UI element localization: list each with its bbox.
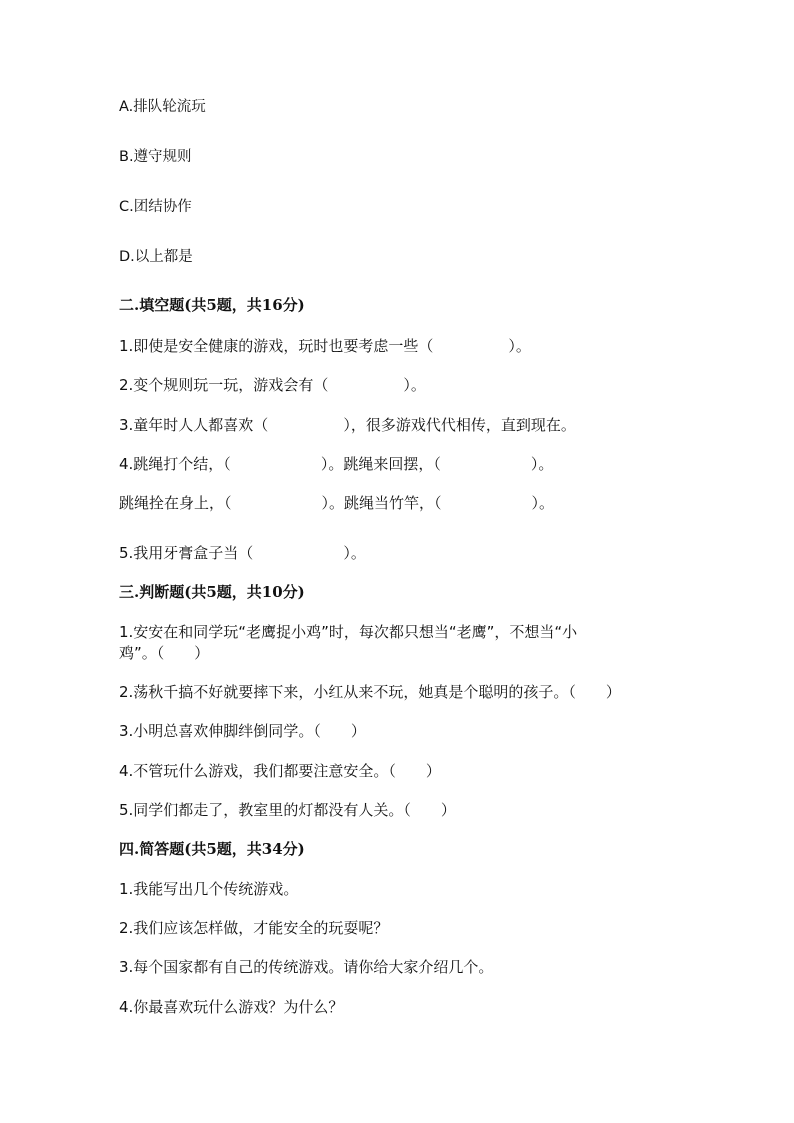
judgment-question-1-line-2: 鸡”。（ ）: [119, 644, 210, 662]
option-c: C.团结协作: [119, 199, 192, 215]
fill-blank-question-1: 1.即使是安全健康的游戏，玩时也要考虑一些（ ）。: [119, 337, 531, 355]
section-title-short-answer: 四.简答题(共5题，共34分): [119, 840, 305, 858]
short-answer-question-1: 1.我能写出几个传统游戏。: [119, 880, 299, 898]
section-title-judgment: 三.判断题(共5题，共10分): [119, 583, 305, 601]
fill-blank-question-3: 3.童年时人人都喜欢（ ），很多游戏代代相传，直到现在。: [119, 416, 576, 434]
judgment-question-3: 3.小明总喜欢伸脚绊倒同学。（ ）: [119, 722, 366, 740]
option-a: A.排队轮流玩: [119, 99, 206, 115]
judgment-question-1-line-1: 1.安安在和同学玩“老鹰捉小鸡”时，每次都只想当“老鹰”，不想当“小: [119, 623, 578, 641]
judgment-question-5: 5.同学们都走了，教室里的灯都没有人关。（ ）: [119, 801, 456, 819]
fill-blank-question-4-line-2: 跳绳拴在身上，（ ）。跳绳当竹竿，（ ）。: [119, 494, 555, 512]
option-b: B.遵守规则: [119, 149, 192, 165]
short-answer-question-2: 2.我们应该怎样做，才能安全的玩耍呢？: [119, 919, 389, 937]
judgment-question-4: 4.不管玩什么游戏，我们都要注意安全。（ ）: [119, 762, 441, 780]
judgment-question-2: 2.荡秋千搞不好就要摔下来，小红从来不玩，她真是个聪明的孩子。（ ）: [119, 683, 621, 701]
fill-blank-question-4-line-1: 4.跳绳打个结，（ ）。跳绳来回摆，（ ）。: [119, 455, 554, 473]
fill-blank-question-5: 5.我用牙膏盒子当（ ）。: [119, 544, 366, 562]
short-answer-question-4: 4.你最喜欢玩什么游戏？为什么？: [119, 998, 344, 1016]
option-d: D.以上都是: [119, 249, 193, 265]
section-title-fill-blank: 二.填空题(共5题，共16分): [119, 296, 305, 314]
short-answer-question-3: 3.每个国家都有自己的传统游戏。请你给大家介绍几个。: [119, 958, 494, 976]
fill-blank-question-2: 2.变个规则玩一玩，游戏会有（ ）。: [119, 376, 426, 394]
